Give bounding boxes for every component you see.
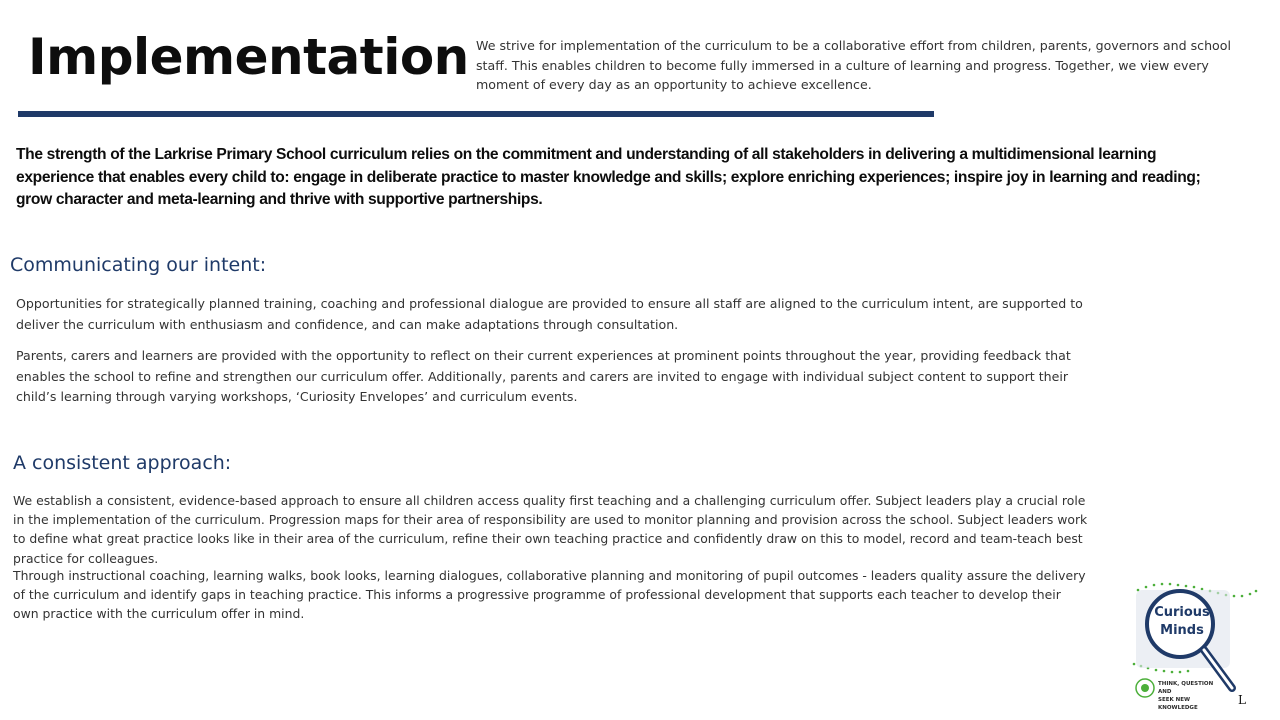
paragraph-staff-training: Opportunities for strategically planned training, coaching and professional dialogue are provided to ensure all staff are aligned to the curriculum intent, are supported to deliver the curriculum with enthusiasm and confidence, and can make adaptations through consultation.: [16, 296, 1083, 332]
paragraph-subject-leaders: We establish a consistent, evidence-based approach to ensure all children access quality first teaching and a challenging curriculum offer. Subject leaders play a crucial role in the implementation of the curriculum. Progression maps for their area of responsibility are used to monitor planning and provision across the school. Subject leaders work to define what great practice looks like in their area of the curriculum, refine their own teaching practice and confidently draw on this to model, record and team-teach best practice for colleagues.: [13, 493, 1088, 566]
corner-mark: L: [1238, 693, 1246, 707]
logo-tagline-2: SEEK NEW KNOWLEDGE: [1158, 697, 1198, 711]
intro-text: We strive for implementation of the curriculum to be a collaborative effort from children, parents, governors and school staff. This enables children to become fully immersed in a culture of learning and progress. Together, we view every moment of every day as an opportunity to achieve excellence.: [476, 38, 1231, 92]
page-title: Implementation: [28, 28, 469, 86]
section-heading-communicating: Communicating our intent:: [10, 254, 267, 276]
logo-tagline-1: THINK, QUESTION AND: [1158, 681, 1214, 695]
logo-wordmark: [1150, 604, 1214, 640]
logo-line1: Curious: [1154, 605, 1210, 620]
section-heading-consistent-approach: A consistent approach:: [13, 452, 232, 474]
strength-statement: The strength of the Larkrise Primary School curriculum relies on the commitment and understanding of all stakeholders in delivering a multidimensional learning experience that enables every child to: engage in deliberate practice to master knowledge and skills; explore enriching experiences; inspire joy in learning and reading; grow character and meta-learning and thrive with supportive partnerships.: [16, 146, 1201, 208]
paragraph-instructional-coaching: Through instructional coaching, learning walks, book looks, learning dialogues, collaborative planning and monitoring of pupil outcomes - leaders quality assure the delivery of the curriculum and identify gaps in teaching practice. This informs a progressive programme of professional development that supports each teacher to develop their own practice with the curriculum offer in mind.: [13, 568, 1086, 622]
logo-line2: Minds: [1160, 623, 1204, 638]
paragraph-parents-carers: Parents, carers and learners are provided with the opportunity to reflect on their current experiences at prominent points throughout the year, providing feedback that enables the school to refine and strengthen our curriculum offer. Additionally, parents and carers are invited to engage with individual subject content to support their child’s learning through varying workshops, ‘Curiosity Envelopes’ and curriculum events.: [16, 348, 1071, 404]
title-underline: [18, 111, 934, 117]
logo-tagline: [1158, 680, 1228, 712]
